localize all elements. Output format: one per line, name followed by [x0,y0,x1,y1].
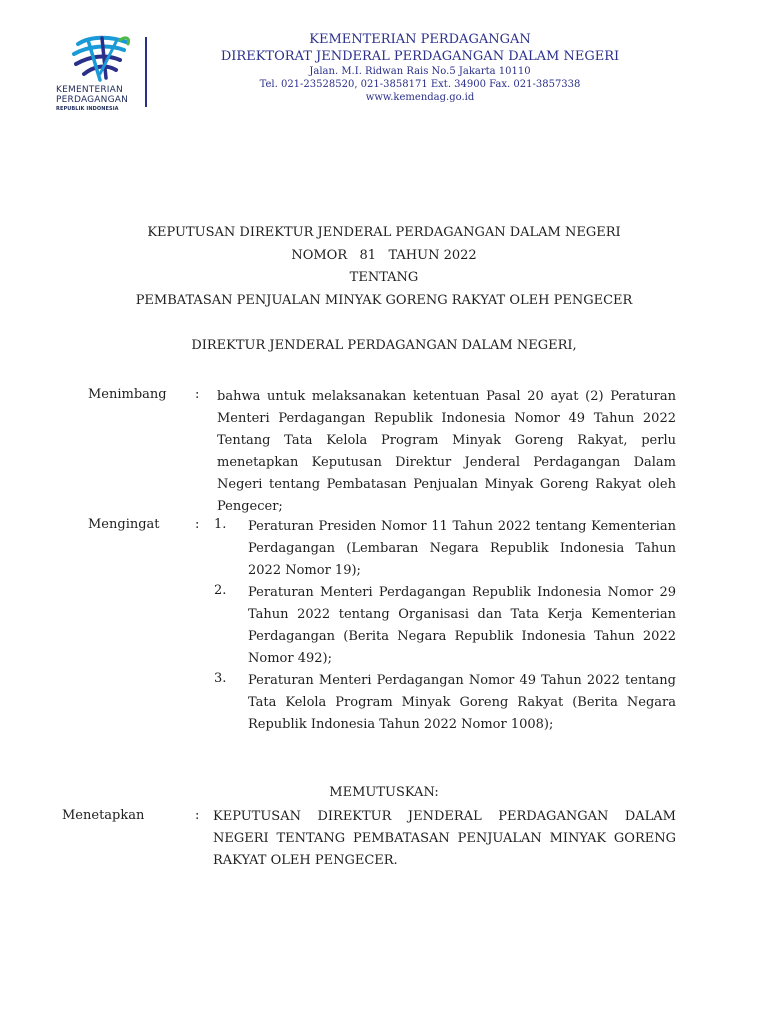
mengingat-item-3-number: 3. [214,671,227,686]
directorate-name: DIREKTORAT JENDERAL PERDAGANGAN DALAM NEGERI [220,49,620,64]
official-heading: DIREKTUR JENDERAL PERDAGANGAN DALAM NEGERI, [191,338,577,353]
ministry-logo [56,34,151,124]
logo-wordmark [56,86,128,112]
ministry-name: KEMENTERIAN PERDAGANGAN [309,32,531,47]
phone-fax: Tel. 021-23528520, 021-3858171 Ext. 34900 Fax. 021-3857338 [259,79,581,90]
mengingat-colon: : [195,517,200,532]
menetapkan-colon: : [195,808,200,823]
letterhead-org [150,32,690,104]
title-subject: PEMBATASAN PENJUALAN MINYAK GORENG RAKYAT OLEH PENGECER [135,292,633,308]
mengingat-item-1-number: 1. [214,517,227,532]
mengingat-item-3-text: Peraturan Menteri Perdagangan Nomor 49 Tahun 2022 tentang Tata Kelola Program Minyak Goreng Rakyat (Berita Negara Republik Indonesia Tahun 2022 Nomor 1008); [248,673,676,732]
menimbang-colon: : [195,387,200,402]
logo-line-2: PERDAGANGAN [56,95,129,105]
menimbang-label: Menimbang [88,387,167,402]
menetapkan-text: KEPUTUSAN DIREKTUR JENDERAL PERDAGANGAN DALAM NEGERI TENTANG PEMBATASAN PENJUALAN MINYAK GORENG RAKYAT OLEH PENGECER. [213,809,676,868]
menimbang-text: bahwa untuk melaksanakan ketentuan Pasal 20 ayat (2) Peraturan Menteri Perdagangan Republik Indonesia Nomor 49 Tahun 2022 Tentang Tata Kelola Program Minyak Goreng Rakyat, perlu menetapkan Keputusan Direktur Jenderal Perdagangan Dalam Negeri tentang Pembatasan Penjualan Minyak Goreng Rakyat oleh Pengecer; [217,389,676,514]
website: www.kemendag.go.id [365,92,475,103]
title-line-1: KEPUTUSAN DIREKTUR JENDERAL PERDAGANGAN DALAM NEGERI [147,225,621,240]
mengingat-label: Mengingat [88,517,160,532]
letterhead-divider [145,37,147,107]
letterhead [0,0,768,130]
address: Jalan. M.I. Ridwan Rais No.5 Jakarta 10110 [309,66,531,77]
decree-title [0,222,768,312]
memutuskan-heading: MEMUTUSKAN: [329,785,439,800]
mengingat-item-1-text: Peraturan Presiden Nomor 11 Tahun 2022 tentang Kementerian Perdagangan (Lembaran Negara Republik Indonesia Tahun 2022 Nomor 19); [248,519,676,578]
logo-line-3: REPUBLIK INDONESIA [56,106,119,112]
logo-line-1: KEMENTERIAN [56,85,123,95]
title-number: NOMOR 81 TAHUN 2022 [291,247,477,263]
menetapkan-label: Menetapkan [62,808,145,823]
title-tentang: TENTANG [349,270,419,285]
mengingat-item-2-text: Peraturan Menteri Perdagangan Republik Indonesia Nomor 29 Tahun 2022 tentang Organisasi dan Tata Kerja Kementerian Perdagangan (Berita Negara Republik Indonesia Tahun 2022 Nomor 492); [248,585,676,666]
ministry-emblem-icon [70,34,132,86]
mengingat-item-2-number: 2. [214,583,227,598]
